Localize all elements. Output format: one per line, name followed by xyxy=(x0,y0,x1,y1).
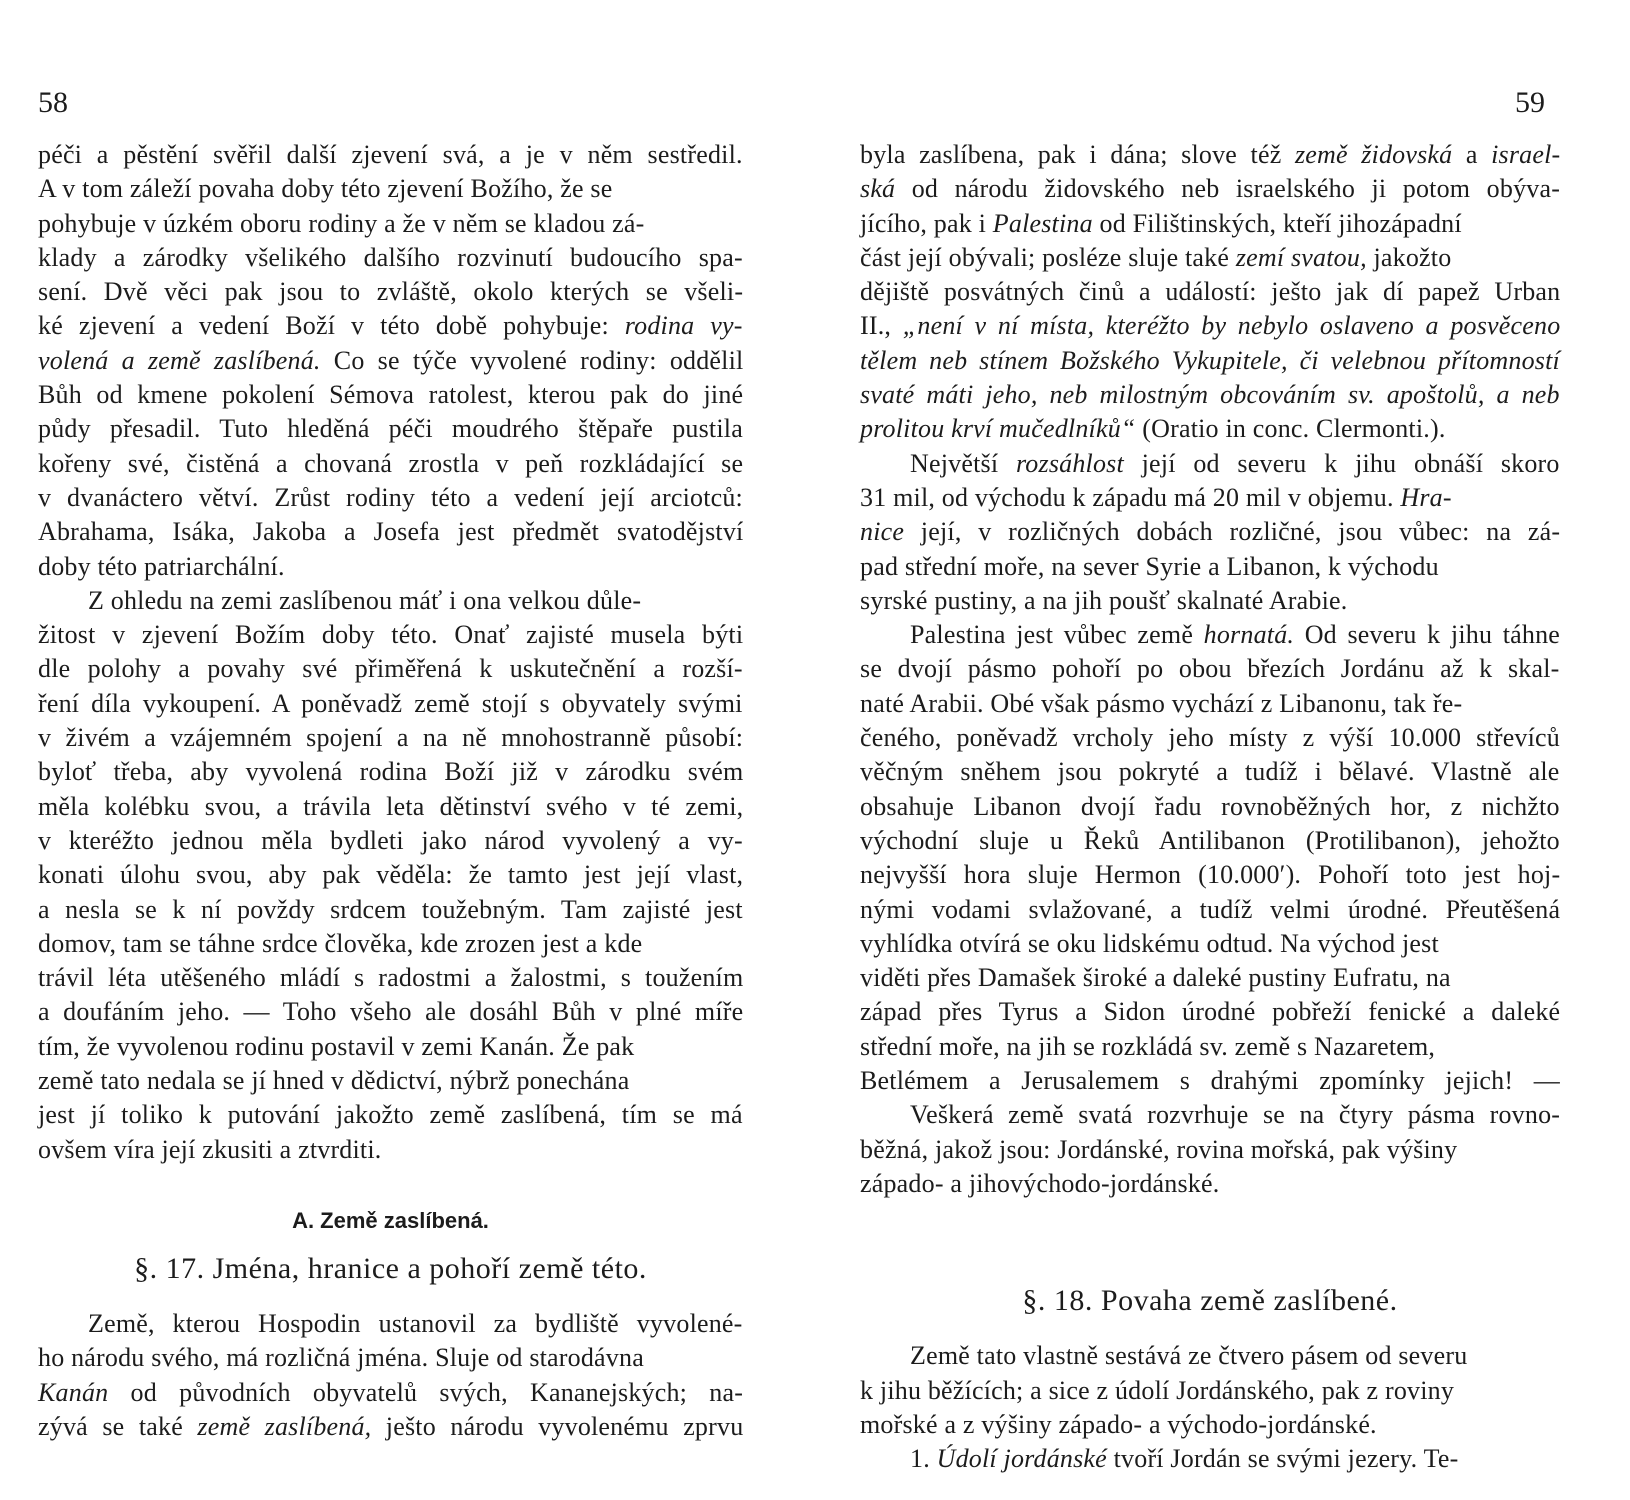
text-line xyxy=(38,1341,743,1375)
text-segment: od Filištinských, kteří jihozápadní xyxy=(1092,208,1462,238)
text-block-bottom xyxy=(38,1307,743,1444)
italic-text: tělem neb stínem Božského Vykupitele, či velebnou přítomností xyxy=(860,345,1560,375)
section-heading: §. 17. Jména, hranice a pohoří země této. xyxy=(134,1251,647,1285)
text-segment: byloť třeba, aby vyvolená rodina Boží již v zárodku svém xyxy=(38,757,744,787)
text-line xyxy=(38,138,743,172)
text-line xyxy=(38,515,743,549)
text-segment: v dvanáctero větví. Zrůst rodiny této a vedení její arciotců: xyxy=(38,482,743,512)
text-line xyxy=(38,893,743,927)
page-number: 58 xyxy=(38,86,68,119)
text-segment: tím, že vyvolenou rodinu postavil v zemi Kanán. Že pak xyxy=(38,1031,635,1061)
text-line xyxy=(860,652,1560,686)
text-segment: Betlémem a Jerusalemem s drahými zpomínky jejich! — xyxy=(860,1066,1560,1096)
text-line xyxy=(860,1339,1560,1373)
text-line xyxy=(38,550,743,584)
text-line xyxy=(38,961,743,995)
text-segment: její od severu k jihu obnáší skoro xyxy=(1123,448,1560,478)
text-segment: od národu židovského neb israelského ji potom obýva- xyxy=(895,174,1561,204)
italic-text: nice xyxy=(860,517,905,547)
italic-text: země zaslíbená, xyxy=(197,1411,372,1441)
text-line xyxy=(38,1376,743,1410)
text-line xyxy=(38,858,743,892)
text-segment: péči a pěstění svěřil další zjevení svá, a je v něm sestředil. xyxy=(38,140,743,169)
text-segment: Od severu k jihu táhne xyxy=(1294,620,1561,650)
text-line xyxy=(860,927,1560,961)
text-segment: vyhlídka otvírá se oku lidskému odtud. Na východ jest xyxy=(860,928,1439,958)
text-line xyxy=(38,687,743,721)
text-line xyxy=(38,378,743,412)
italic-text: zemí svatou, xyxy=(1235,242,1367,272)
text-segment: ovšem víra její zkusiti a ztvrditi. xyxy=(38,1134,382,1164)
text-segment: část její obývali; posléze sluje také xyxy=(860,242,1236,272)
text-line xyxy=(860,309,1560,343)
text-segment: Země tato vlastně sestává ze čtvero pásem od severu xyxy=(910,1341,1468,1371)
italic-text: Palestina xyxy=(992,208,1093,238)
italic-text: Hra- xyxy=(1400,482,1452,512)
text-line xyxy=(38,309,743,343)
text-segment: měla kolébku svou, a trávila leta dětinství svého v té zemi, xyxy=(38,791,744,821)
text-segment: pohybuje v úzkém oboru rodiny a že v něm se kladou zá- xyxy=(38,208,645,238)
section-heading: §. 18. Povaha země zaslíbené. xyxy=(1022,1284,1398,1318)
text-segment: střední moře, na jih se rozkládá sv. země s Nazaretem, xyxy=(860,1031,1436,1061)
text-segment: její, v rozličných dobách rozličné, jsou vůbec: na zá- xyxy=(904,517,1561,547)
text-segment: se dvojí pásmo pohoří po obou březích Jordánu až k skal- xyxy=(860,654,1560,684)
text-line xyxy=(860,755,1560,789)
text-segment: v kteréžto jednou měla bydleti jako národ vyvolený a vy- xyxy=(38,825,743,855)
text-line xyxy=(860,172,1560,206)
text-line xyxy=(38,412,743,446)
text-line xyxy=(38,790,743,824)
text-line xyxy=(38,927,743,961)
text-line xyxy=(38,721,743,755)
italic-text: israel- xyxy=(1491,140,1561,169)
text-line xyxy=(860,344,1560,378)
text-line xyxy=(860,1133,1560,1167)
text-segment: tvoří Jordán se svými jezery. Te- xyxy=(1106,1444,1459,1474)
text-line xyxy=(860,275,1560,309)
page-body xyxy=(38,138,743,1444)
text-segment: žitost v zjevení Božím doby této. Onať zajisté musela býti xyxy=(38,620,744,650)
text-line xyxy=(860,481,1560,515)
text-segment: A v tom záleží povaha doby této zjevení Božího, že se xyxy=(38,174,613,204)
text-line xyxy=(860,412,1560,446)
text-line xyxy=(38,1064,743,1098)
text-segment: pad střední moře, na sever Syrie a Libanon, k východu xyxy=(860,551,1439,581)
text-line xyxy=(860,995,1560,1029)
text-line xyxy=(38,824,743,858)
text-line xyxy=(38,481,743,515)
text-line xyxy=(38,652,743,686)
text-line xyxy=(860,893,1560,927)
text-line xyxy=(860,824,1560,858)
text-segment: zývá se také xyxy=(38,1411,198,1441)
spacer xyxy=(860,1327,1560,1339)
italic-text: ská xyxy=(860,174,896,204)
text-line xyxy=(860,378,1560,412)
text-line xyxy=(860,721,1560,755)
text-segment: klady a zárodky všelikého dalšího rozvinutí budoucího spa- xyxy=(38,242,743,272)
spacer xyxy=(38,1295,743,1307)
text-line xyxy=(860,961,1560,995)
text-segment: viděti přes Damašek široké a daleké pustiny Eufratu, na xyxy=(860,963,1451,993)
text-segment: a doufáním jeho. — Toho všeho ale dosáhl Bůh v plné míře xyxy=(38,997,744,1027)
italic-text: země židovská xyxy=(1294,140,1453,169)
text-line xyxy=(860,618,1560,652)
text-segment: věčným sněhem jsou pokryté a tudíž i bělavé. Vlastně ale xyxy=(860,757,1560,787)
text-segment: ření díla vykoupení. A poněvadž země stojí s obyvately svými xyxy=(38,688,743,718)
text-segment: Největší xyxy=(910,448,1016,478)
text-line xyxy=(38,995,743,1029)
italic-text: „není v ní místa, kteréžto by nebylo oslaveno a posvěceno xyxy=(902,311,1561,341)
text-line xyxy=(860,687,1560,721)
text-line xyxy=(860,858,1560,892)
right-page xyxy=(815,0,1630,1500)
text-line xyxy=(860,447,1560,481)
text-line xyxy=(860,138,1560,172)
italic-text: svaté máti jeho, neb milostným obcováním sv. apoštolů, a neb xyxy=(860,380,1560,410)
text-segment: kořeny své, čistěná a chovaná zrostla v peň rozkládající se xyxy=(38,448,744,478)
italic-text: hornatá. xyxy=(1203,620,1295,650)
text-segment: doby této patriarchální. xyxy=(38,551,285,581)
text-line xyxy=(860,1064,1560,1098)
text-line xyxy=(860,1374,1560,1408)
text-block-bottom xyxy=(860,1339,1560,1476)
text-block-top xyxy=(860,138,1560,1201)
text-line xyxy=(38,618,743,652)
text-line xyxy=(860,1408,1560,1442)
text-segment: nými vodami svlažované, a tudíž velmi úrodné. Přeutěšená xyxy=(860,894,1561,924)
text-segment: naté Arabii. Obé však pásmo vychází z Libanonu, tak ře- xyxy=(860,688,1463,718)
text-segment: v živém a vzájemném spojení a na ně mnohostranně působí: xyxy=(38,723,744,753)
text-segment: domov, tam se táhne srdce člověka, kde zrozen jest a kde xyxy=(38,928,643,958)
italic-text: Kanán xyxy=(38,1377,109,1407)
text-segment: Bůh od kmene pokolení Sémova ratolest, kterou pak do jiné xyxy=(38,380,744,410)
text-line xyxy=(860,241,1560,275)
text-segment: 31 mil, od východu k západu má 20 mil v objemu. xyxy=(860,482,1401,512)
text-segment: dle polohy a povahy své přiměřená k uskutečnění a rozší- xyxy=(38,654,743,684)
text-line xyxy=(38,1098,743,1132)
text-segment: a nesla se k ní povždy srdcem toužebným. Tam zajisté jest xyxy=(38,894,743,924)
text-segment: Abrahama, Isáka, Jakoba a Josefa jest předmět svatodějství xyxy=(38,517,744,547)
text-line xyxy=(860,1442,1560,1476)
text-segment: jícího, pak i xyxy=(860,208,993,238)
text-line xyxy=(38,447,743,481)
italic-text: volená a země zaslíbená. xyxy=(38,345,321,375)
text-segment: syrské pustiny, a na jih poušť skalnaté Arabie. xyxy=(860,585,1348,615)
chapter-heading: A. Země zaslíbená. xyxy=(292,1207,489,1233)
text-segment: půdy přesadil. Tuto hleděná péči moudrého štěpaře pustila xyxy=(38,414,743,444)
text-line xyxy=(860,1167,1560,1201)
text-segment: mořské a z výšiny západo- a východo-jordánské. xyxy=(860,1409,1377,1439)
text-segment: Veškerá země svatá rozvrhuje se na čtyry pásma rovno- xyxy=(910,1100,1561,1130)
text-segment: jakožto xyxy=(1366,242,1452,272)
text-segment: Z ohledu na zemi zaslíbenou máť i ona velkou důle- xyxy=(88,585,642,615)
text-line xyxy=(38,207,743,241)
text-line xyxy=(38,1133,743,1167)
text-segment: trávil léta utěšeného mládí s radostmi a žalostmi, s toužením xyxy=(38,963,744,993)
text-segment: východní sluje u Řeků Antilibanon (Protilibanon), jehožto xyxy=(860,825,1560,855)
text-segment: od původních obyvatelů svých, Kananejských; na- xyxy=(108,1377,744,1407)
text-segment: západ přes Tyrus a Sidon úrodné pobřeží fenické a daleké xyxy=(860,997,1561,1027)
text-segment: Co se týče vyvolené rodiny: oddělil xyxy=(320,345,744,375)
text-segment: II., xyxy=(860,311,903,341)
page-body xyxy=(860,138,1560,1476)
text-segment: nejvyšší hora sluje Hermon (10.000′). Pohoří toto jest hoj- xyxy=(860,860,1561,890)
text-segment: konati úlohu svou, aby pak věděla: že tamto jest její vlast, xyxy=(38,860,744,890)
text-segment: a xyxy=(1452,140,1492,169)
text-line xyxy=(860,584,1560,618)
spacer xyxy=(860,1201,1560,1275)
italic-text: rodina vy- xyxy=(624,311,743,341)
italic-text: prolitou krví mučedlníků“ xyxy=(860,414,1136,444)
text-segment: země tato nedala se jí hned v dědictví, nýbrž ponechána xyxy=(38,1066,630,1096)
text-line xyxy=(860,207,1560,241)
text-segment: ješto národu vyvolenému zprvu xyxy=(371,1411,744,1441)
text-line xyxy=(38,275,743,309)
text-line xyxy=(38,344,743,378)
text-block-top xyxy=(38,138,743,1167)
text-segment: dějiště posvátných činů a událostí: ješto jak dí papež Urban xyxy=(860,277,1561,307)
text-line xyxy=(38,755,743,789)
italic-text: rozsáhlost xyxy=(1015,448,1124,478)
spacer xyxy=(38,1167,743,1189)
italic-text: Údolí jordánské xyxy=(936,1444,1107,1474)
text-line xyxy=(38,241,743,275)
text-segment: obsahuje Libanon dvojí řadu rovnoběžných hor, z nichžto xyxy=(860,791,1560,821)
text-line xyxy=(860,790,1560,824)
text-line xyxy=(860,1030,1560,1064)
text-segment: (Oratio in conc. Clermonti.). xyxy=(1135,414,1446,444)
text-segment: 1. xyxy=(910,1444,937,1474)
text-segment: čeného, poněvadž vrcholy jeho místy z výší 10.000 střevíců xyxy=(860,723,1561,753)
text-segment: ho národu svého, má rozličná jména. Sluje od starodávna xyxy=(38,1343,644,1373)
text-segment: běžná, jakož jsou: Jordánské, rovina mořská, pak výšiny xyxy=(860,1134,1458,1164)
text-segment: ké zjevení a vedení Boží v této době pohybuje: xyxy=(38,311,625,341)
text-line xyxy=(38,1030,743,1064)
text-segment: k jihu běžících; a sice z údolí Jordánského, pak z roviny xyxy=(860,1375,1455,1405)
text-segment: byla zaslíbena, pak i dána; slove též xyxy=(860,140,1295,169)
page-number: 59 xyxy=(1515,86,1545,119)
text-line xyxy=(860,550,1560,584)
text-line xyxy=(860,515,1560,549)
text-line xyxy=(38,584,743,618)
text-segment: Palestina jest vůbec země xyxy=(910,620,1204,650)
text-segment: sení. Dvě věci pak jsou to zvláště, okolo kterých se všeli- xyxy=(38,277,744,307)
text-segment: Země, kterou Hospodin ustanovil za bydliště vyvolené- xyxy=(88,1308,743,1338)
text-segment: západo- a jihovýchodo-jordánské. xyxy=(860,1168,1220,1198)
text-line xyxy=(38,1307,743,1341)
text-line xyxy=(38,1410,743,1444)
text-segment: jest jí toliko k putování jakožto země zaslíbená, tím se má xyxy=(38,1100,743,1130)
text-line xyxy=(38,172,743,206)
text-line xyxy=(860,1098,1560,1132)
